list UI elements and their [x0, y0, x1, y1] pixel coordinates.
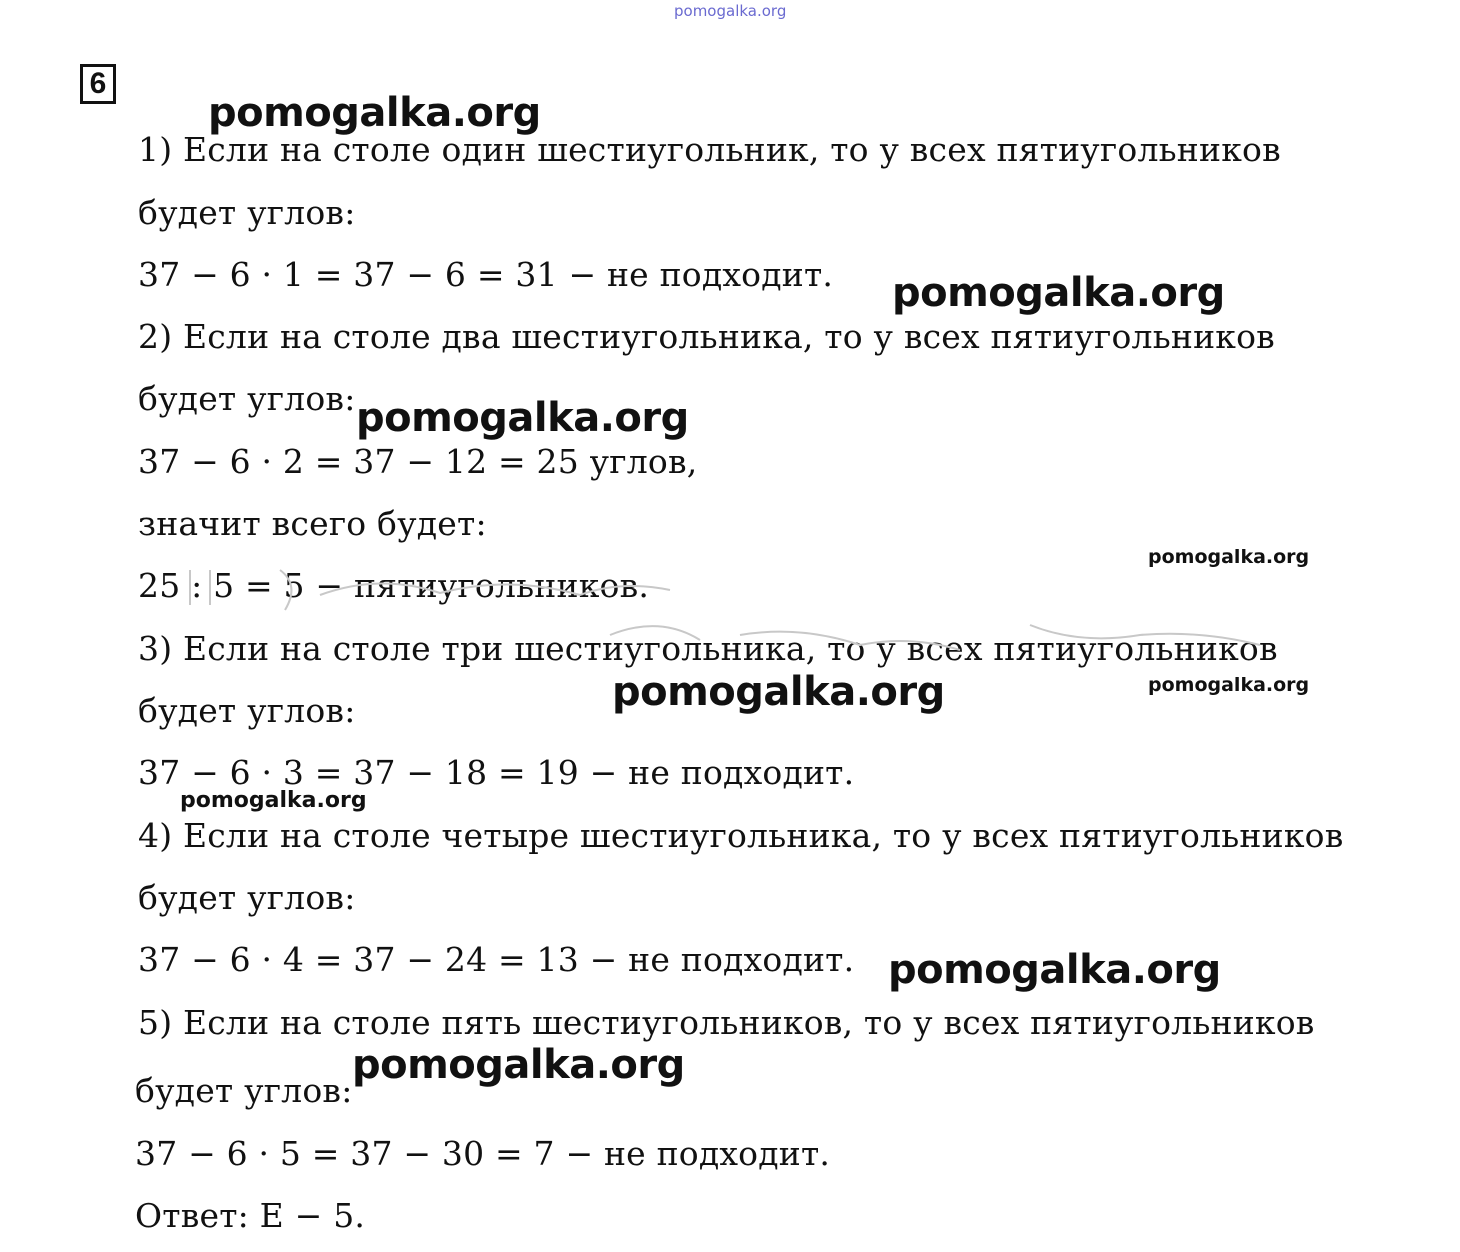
watermark-4: pomogalka.org [1148, 546, 1310, 568]
solution-line-15: 5) Если на столе пять шестиугольников, то у всех пятиугольников [138, 1003, 1315, 1042]
solution-line-12: 4) Если на столе четыре шестиугольника, то у всех пятиугольников [138, 816, 1344, 855]
solution-line-14: 37 − 6 · 4 = 37 − 24 = 13 − не подходит. [138, 940, 855, 979]
header-watermark: pomogalka.org [674, 2, 787, 20]
solution-line-1: 1) Если на столе один шестиугольник, то у всех пятиугольников [138, 130, 1281, 169]
solution-line-5: будет углов: [138, 379, 356, 418]
solution-line-18: Ответ: Е − 5. [135, 1196, 366, 1235]
watermark-2: pomogalka.org [892, 270, 1225, 316]
solution-line-9: 3) Если на столе три шестиугольника, то у всех пятиугольников [138, 629, 1278, 668]
faint-pencil-marks [180, 565, 1280, 675]
solution-line-3: 37 − 6 · 1 = 37 − 6 = 31 − не подходит. [138, 255, 834, 294]
watermark-8: pomogalka.org [888, 947, 1221, 993]
solution-line-7: значит всего будет: [138, 504, 487, 543]
solution-line-8: 25 : 5 = 5 − пятиугольников. [138, 566, 650, 605]
watermark-5: pomogalka.org [612, 669, 945, 715]
task-number-box: 6 [80, 64, 116, 104]
solution-line-2: будет углов: [138, 193, 356, 232]
solution-line-4: 2) Если на столе два шестиугольника, то у всех пятиугольников [138, 317, 1275, 356]
solution-line-16: будет углов: [135, 1071, 353, 1110]
watermark-6: pomogalka.org [1148, 674, 1310, 696]
solution-line-11: 37 − 6 · 3 = 37 − 18 = 19 − не подходит. [138, 753, 855, 792]
solution-line-6: 37 − 6 · 2 = 37 − 12 = 25 углов, [138, 442, 698, 481]
solution-line-13: будет углов: [138, 878, 356, 917]
watermark-9: pomogalka.org [352, 1042, 685, 1088]
watermark-3: pomogalka.org [356, 395, 689, 441]
solution-line-10: будет углов: [138, 691, 356, 730]
watermark-1: pomogalka.org [208, 90, 541, 136]
watermark-7: pomogalka.org [180, 788, 367, 813]
solution-line-17: 37 − 6 · 5 = 37 − 30 = 7 − не подходит. [135, 1134, 831, 1173]
